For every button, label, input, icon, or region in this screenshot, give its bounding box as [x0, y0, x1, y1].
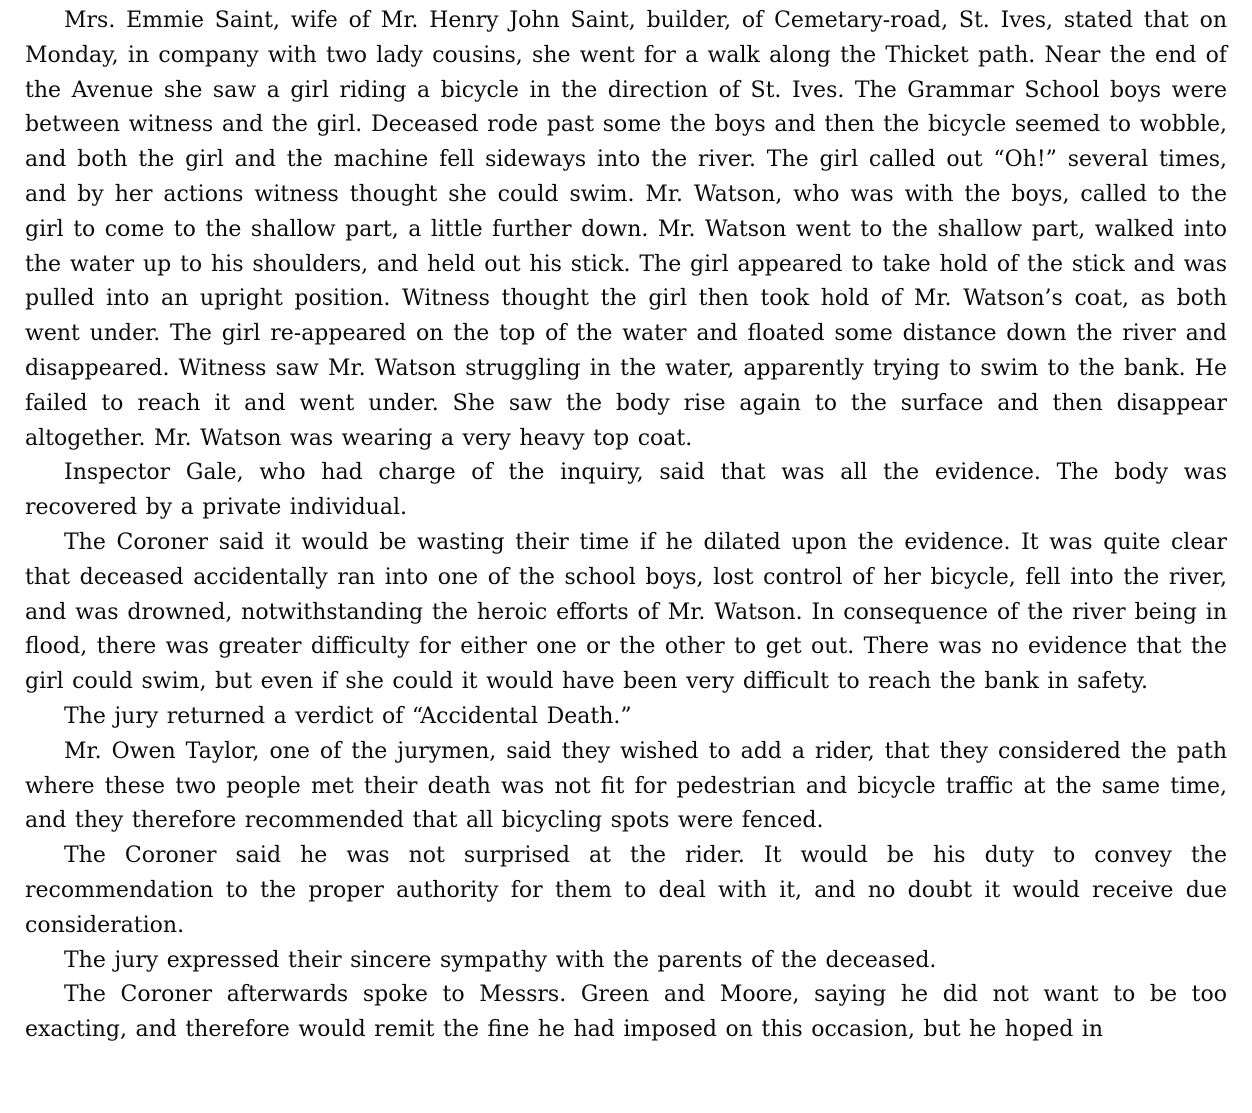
paragraph-inspector-gale: Inspector Gale, who had charge of the inquiry, said that was all the evidence. The body was recovered by a private individual. [25, 460, 1227, 521]
paragraph-coroner-summary: The Coroner said it would be wasting their time if he dilated upon the evidence. It was quite clear that deceased accidentally ran into one of the school boys, lost control of her bicycle, fell into the river, and was drowned, notwithstanding the heroic efforts of Mr. Watson. In consequence of the river being in flood, there was greater difficulty for either one or the other to get out. There was no evidence that the girl could swim, but even if she could it would have been very difficult to reach the bank in safety. [25, 529, 1227, 695]
paragraph-coroner-fine-remit: The Coroner afterwards spoke to Messrs. Green and Moore, saying he did not want to be too exacting, and therefore would remit the fine he had imposed on this occasion, but he hoped in [25, 982, 1227, 1043]
paragraph-owen-taylor-rider: Mr. Owen Taylor, one of the jurymen, said they wished to add a rider, that they considered the path where these two people met their death was not fit for pedestrian and bicycle traffic at the same time, and they therefore recommended that all bicycling spots were fenced. [25, 738, 1227, 834]
paragraph-jury-verdict: The jury returned a verdict of “Accidental Death.” [64, 703, 632, 729]
paragraph-coroner-rider-response: The Coroner said he was not surprised at the rider. It would be his duty to convey the recommendation to the proper authority for them to deal with it, and no doubt it would receive due consideration. [25, 843, 1227, 938]
paragraph-witness-statement: Mrs. Emmie Saint, wife of Mr. Henry John Saint, builder, of Cemetary-road, St. Ives, stated that on Monday, in company with two lady cousins, she went for a walk along the Thicket path. Near the end of the Avenue she saw a girl riding a bicycle in the direction of St. Ives. The Grammar School boys were between witness and the girl. Deceased rode past some the boys and then the bicycle seemed to wobble, and both the girl and the machine fell sideways into the river. The girl called out “Oh!” several times, and by her actions witness thought she could swim. Mr. Watson, who was with the boys, called to the girl to come to the shallow part, a little further down. Mr. Watson went to the shallow part, walked into the water up to his shoulders, and held out his stick. The girl appeared to take hold of the stick and was pulled into an upright position. Witness thought the girl then took hold of Mr. Watson’s coat, as both went under. The girl re-appeared on the top of the water and floated some distance down the river and disappeared. Witness saw Mr. Watson struggling in the water, apparently trying to swim to the bank. He failed to reach it and went under. She saw the body rise again to the surface and then disappear altogether. Mr. Watson was wearing a very heavy top coat. [25, 8, 1227, 451]
paragraph-jury-sympathy: The jury expressed their sincere sympathy with the parents of the deceased. [64, 947, 937, 973]
